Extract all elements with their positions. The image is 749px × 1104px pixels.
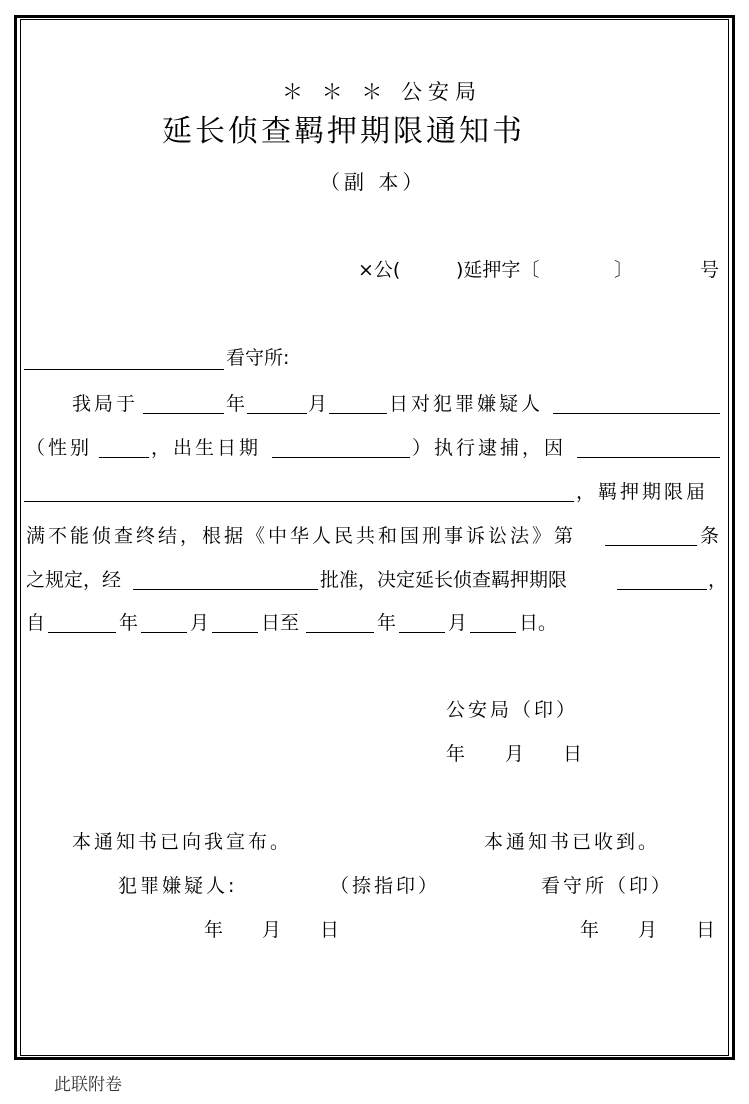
from-day-blank[interactable]	[212, 632, 258, 633]
line1-year: 年	[226, 393, 246, 415]
sign-year: 年	[446, 743, 466, 765]
approver-blank[interactable]	[133, 589, 318, 590]
receipt-month: 月	[638, 919, 658, 941]
arrest-day-blank[interactable]	[329, 413, 387, 414]
line6-year-1: 年	[119, 612, 139, 634]
doc-number-suffix: 号	[700, 259, 720, 281]
gender-blank[interactable]	[99, 457, 149, 458]
copy-label: （副 本）	[320, 170, 427, 194]
doc-number-prefix: ×公(	[358, 259, 401, 281]
reason-blank-2[interactable]	[24, 501, 574, 502]
detention-center-seal-label: 看守所（印）	[541, 875, 674, 897]
detention-center-blank[interactable]	[24, 369, 224, 370]
birthdate-blank[interactable]	[272, 457, 410, 458]
footer-note: 此联附卷	[54, 1075, 122, 1095]
line6-year-2: 年	[377, 612, 397, 634]
arrest-year-blank[interactable]	[143, 413, 224, 414]
from-month-blank[interactable]	[141, 632, 187, 633]
article-blank[interactable]	[605, 545, 697, 546]
arrest-month-blank[interactable]	[247, 413, 307, 414]
doc-number-bracket-close: 〕	[614, 259, 634, 281]
line2-birth: ，出生日期	[151, 437, 262, 459]
line4-text-b: 条	[700, 525, 720, 547]
doc-number-middle: )延押字〔	[456, 259, 540, 281]
from-year-blank[interactable]	[48, 632, 116, 633]
line5-text-a: 之规定，经	[26, 569, 122, 591]
addressee-suffix: 看守所:	[226, 347, 290, 369]
line1-day: 日对犯罪嫌疑人	[389, 393, 544, 415]
to-month-blank[interactable]	[399, 632, 445, 633]
suspect-month: 月	[262, 919, 282, 941]
line6-month-2: 月	[448, 612, 468, 634]
receipt-day: 日	[696, 919, 716, 941]
police-seal-label: 公安局（印）	[446, 699, 579, 721]
line2-gender: （性别	[26, 437, 93, 459]
to-day-blank[interactable]	[470, 632, 516, 633]
reason-blank-1[interactable]	[577, 457, 720, 458]
suspect-name-blank[interactable]	[553, 413, 720, 414]
to-year-blank[interactable]	[306, 632, 374, 633]
document-title: 延长侦查羁押期限通知书	[162, 114, 525, 149]
line1-text-a: 我局于	[72, 393, 139, 415]
line6-from: 自	[26, 612, 46, 634]
suspect-signature-label: 犯罪嫌疑人:	[118, 875, 238, 897]
received-statement: 本通知书已收到。	[484, 831, 661, 853]
thumbprint-label: （捺指印）	[330, 875, 441, 897]
line4-text-a: 满不能侦查终结，根据《中华人民共和国刑事诉讼法》第	[26, 525, 577, 547]
line5-text-c: ，	[708, 569, 728, 591]
line2-arrest: ）执行逮捕，因	[412, 437, 567, 459]
line6-day-2: 日。	[519, 612, 558, 634]
line3-end: ，羁押期限届	[576, 481, 709, 503]
announced-statement: 本通知书已向我宣布。	[72, 831, 293, 853]
sign-month: 月	[505, 743, 525, 765]
agency-name: ＊ ＊ ＊ 公安局	[282, 80, 483, 104]
receipt-year: 年	[580, 919, 600, 941]
extension-period-blank[interactable]	[617, 589, 707, 590]
suspect-year: 年	[204, 919, 224, 941]
sign-day: 日	[563, 743, 583, 765]
line5-text-b: 批准，决定延长侦查羁押期限	[320, 569, 568, 591]
line1-month: 月	[308, 393, 328, 415]
line6-day-1: 日至	[261, 612, 300, 634]
line6-month-1: 月	[190, 612, 210, 634]
suspect-day: 日	[320, 919, 340, 941]
